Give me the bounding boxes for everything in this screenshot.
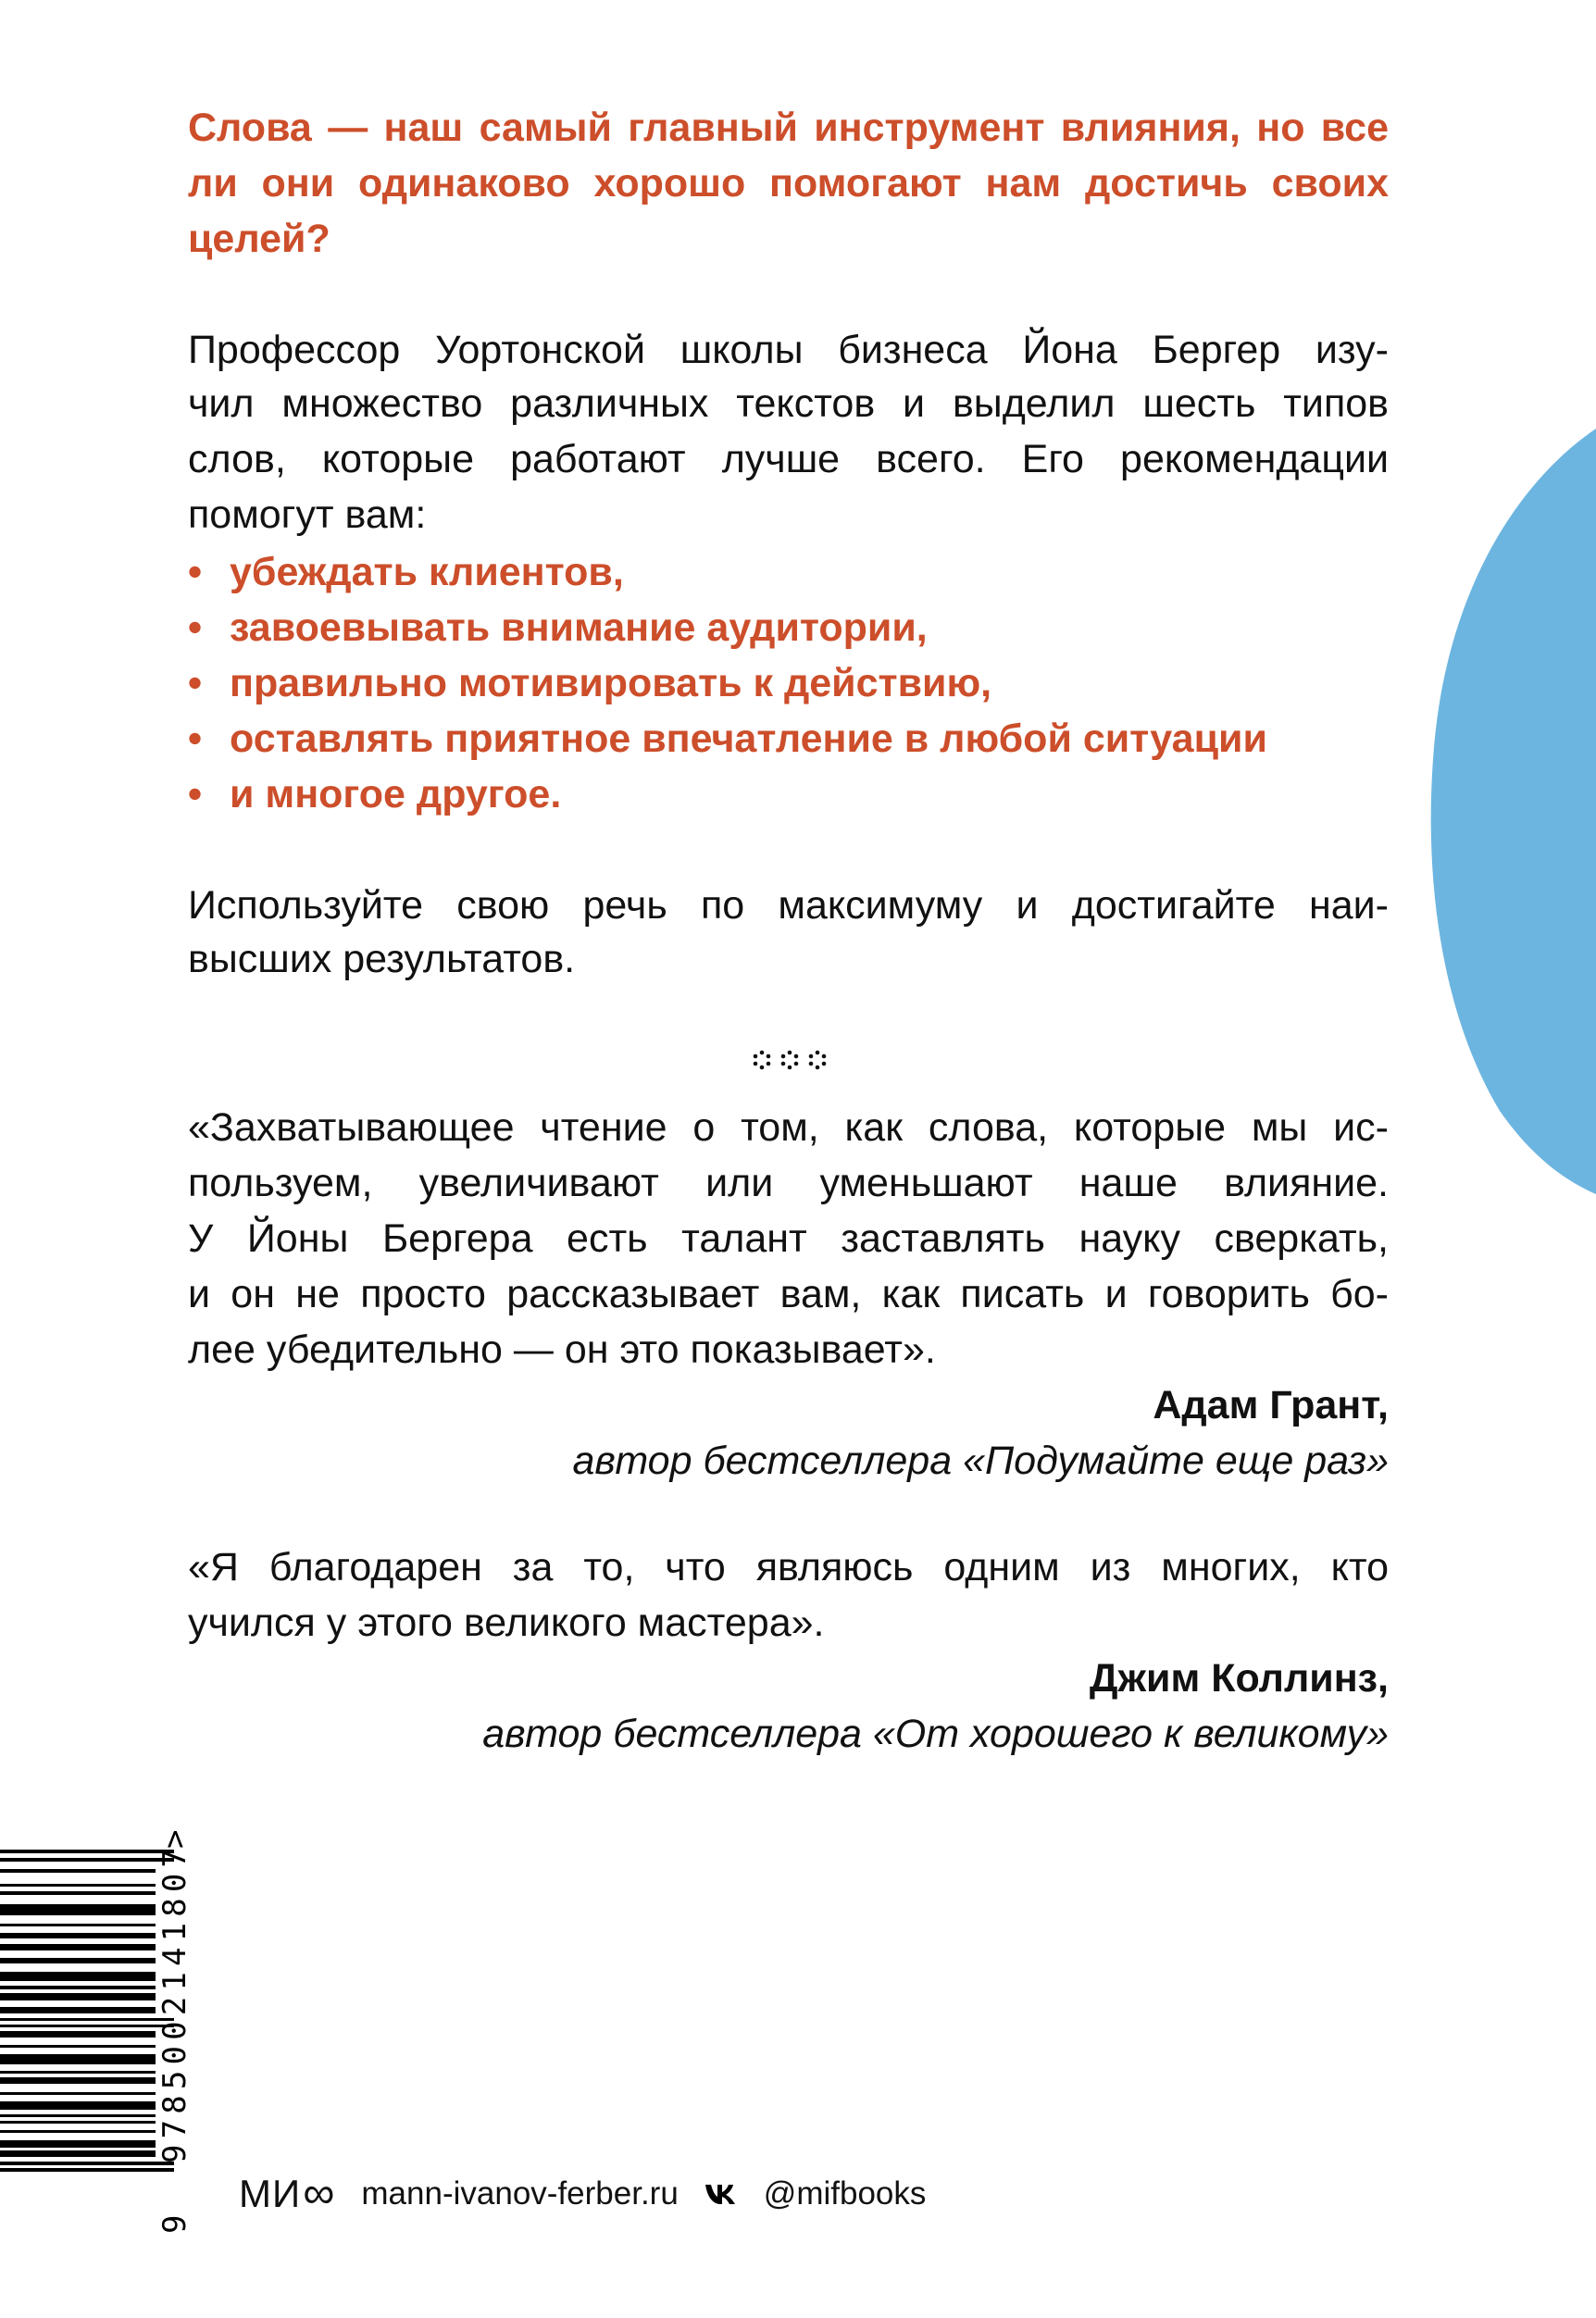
mif-logo [239, 2169, 336, 2218]
benefit-item [188, 711, 1389, 766]
bullet-icon: • [188, 605, 203, 650]
benefit-text: убеждать клиентов, [230, 550, 624, 594]
dotted-rings-ornament-icon [750, 1048, 833, 1072]
isbn-barcode [0, 1828, 194, 2245]
quote-line: учился у этого великого мастера». [188, 1601, 825, 1645]
bullet-icon: • [188, 550, 203, 594]
benefit-item [188, 655, 1389, 711]
benefit-item [188, 766, 1389, 822]
intro-line: помогут вам: [188, 492, 427, 537]
website-link[interactable]: mann-ivanov-ferber.ru [361, 2175, 679, 2212]
quote-author: Джим Коллинз, [1089, 1656, 1389, 1701]
barcode-first-digit: 9 [156, 2214, 193, 2234]
benefit-text: и многое другое. [230, 772, 562, 816]
benefit-text: правильно мотивировать к действию, [230, 661, 992, 705]
intro-line: чил множество различных текстов и выделил шесть типов [188, 381, 1389, 426]
benefit-item [188, 600, 1389, 655]
headline-line: целей? [188, 217, 330, 261]
barcode-digits: 9785002141807 [156, 1849, 193, 2163]
benefit-text: оставлять приятное впечатление в любой ситуации [230, 717, 1267, 761]
logo-letters: МИ [239, 2172, 302, 2215]
quote-author: Адам Грант, [1153, 1383, 1389, 1427]
closing-line: Используйте свою речь по максимуму и достигайте наи- [188, 883, 1389, 928]
vk-icon[interactable] [704, 2182, 740, 2206]
intro-line: слов, которые работают лучше всего. Его рекомендации [188, 437, 1389, 481]
quote-line: и он не просто рассказывает вам, как писать и говорить бо- [188, 1272, 1389, 1316]
closing-line: высших результатов. [188, 937, 576, 981]
barcode-marker: > [156, 1829, 193, 1849]
quote-line: лее убедительно — он это показывает». [188, 1327, 936, 1372]
quote-line: «Я благодарен за то, что являюсь одним из многих, кто [188, 1545, 1389, 1589]
bullet-icon: • [188, 772, 203, 816]
social-handle-link[interactable]: @mifbooks [763, 2175, 927, 2212]
quote-line: «Захватывающее чтение о том, как слова, которые мы ис- [188, 1105, 1389, 1150]
quote-author-credential: автор бестселлера «От хорошего к великому» [482, 1712, 1389, 1756]
headline-line: ли они одинаково хорошо помогают нам достичь своих [188, 161, 1389, 206]
publisher-footer [239, 2166, 926, 2222]
intro-line: Профессор Уортонской школы бизнеса Йона Бергер изу- [188, 328, 1389, 372]
benefit-item [188, 544, 1389, 600]
infinity-icon: ∞ [303, 2169, 336, 2218]
benefit-text: завоевывать внимание аудитории, [230, 605, 928, 650]
quote-line: У Йоны Бергера есть талант заставлять науку сверкать, [188, 1216, 1389, 1261]
quote-line: пользуем, увеличивают или уменьшают наше влияние. [188, 1161, 1389, 1205]
bullet-icon: • [188, 661, 203, 705]
bullet-icon: • [188, 717, 203, 761]
quote-author-credential: автор бестселлера «Подумайте еще раз» [572, 1439, 1389, 1483]
headline-line: Слова — наш самый главный инструмент влияния, но все [188, 106, 1389, 150]
